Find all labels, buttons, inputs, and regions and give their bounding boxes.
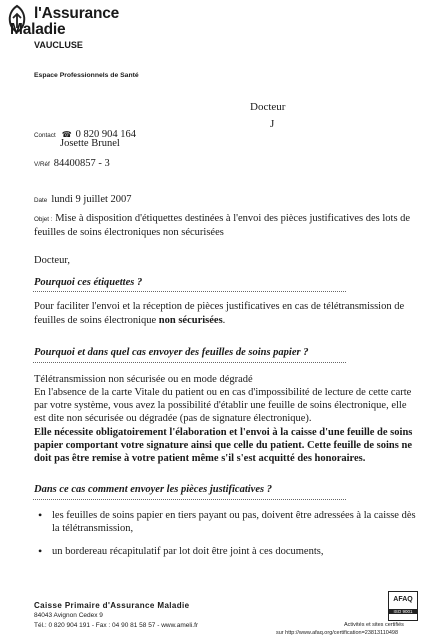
section2-bold-line1: Elle nécessite obligatoirement l'élaboration et l'envoi à la caisse d'une feuille de soins	[34, 427, 413, 438]
object-line2: feuilles de soins électroniques non sécurisées	[34, 227, 224, 238]
section3-bullet1-line1: les feuilles de soins papier en tiers payant ou pas, doivent être adressées à la caisse dès	[52, 510, 416, 521]
section2-bold-line3: doit pas être remise à votre patient même s'il s'est acquitté des honoraires.	[34, 453, 366, 464]
object-text-1: Mise à disposition d'étiquettes destinées à l'envoi des pièces justificatives des lots de	[55, 213, 411, 224]
afaq-logo-text: AFAQ	[393, 596, 413, 603]
certification-line2: sur http://www.afaq.org/certification=23813110498	[276, 630, 399, 636]
reference-value: 84400857 - 3	[53, 158, 110, 169]
contact-person: Josette Brunel	[60, 138, 120, 149]
section2-line4: est dite non sécurisée ou dégradée (pas de signature électronique).	[34, 413, 312, 424]
date-line	[34, 189, 132, 207]
org-name-line2: Maladie	[10, 21, 66, 38]
section3-heading: Dans ce cas comment envoyer les pièces justificatives ?	[34, 484, 272, 495]
afaq-logo-sub: ISO 9001	[389, 609, 417, 614]
footer-org-name: Caisse Primaire d'Assurance Maladie	[34, 601, 190, 610]
contact-label: Contact	[34, 132, 56, 139]
object-label: Objet :	[34, 216, 53, 223]
section3-bullet1-line2: la télétransmission,	[52, 523, 134, 534]
section1-line2-text: feuilles de soins électronique	[34, 315, 159, 326]
afaq-certification-logo	[388, 591, 418, 621]
recipient-title: Docteur	[250, 101, 286, 113]
salutation: Docteur,	[34, 255, 71, 266]
service-name: Espace Professionnels de Santé	[34, 72, 139, 79]
certification-line1: Activités et sites certifiés	[344, 622, 404, 628]
date-value: lundi 9 juillet 2007	[51, 194, 132, 205]
footer-contact: Tél.: 0 820 904 191 - Fax : 04 90 81 58 57 - www.ameli.fr	[34, 622, 199, 629]
contact-phone: 0 820 904 164	[75, 129, 137, 140]
section2-line1: Télétransmission non sécurisée ou en mode dégradé	[34, 374, 253, 385]
bullet-icon: •	[38, 508, 43, 522]
object-line1	[34, 212, 434, 226]
section1-divider	[33, 291, 346, 292]
bullet-icon: •	[38, 544, 43, 558]
phone-icon: ☎	[61, 130, 72, 139]
section1-line1: Pour faciliter l'envoi et la réception de pièces justificatives en cas de télétransmission de	[34, 301, 405, 312]
recipient-name-mark: J	[270, 118, 275, 130]
section3-bullet2: un bordereau récapitulatif par lot doit être joint à ces documents,	[52, 546, 324, 557]
section1-line2	[34, 314, 225, 327]
date-label: Date	[34, 197, 48, 204]
section2-divider	[33, 362, 346, 363]
section2-heading: Pourquoi et dans quel cas envoyer des feuilles de soins papier ?	[34, 347, 309, 358]
reference-label: V/Réf	[34, 161, 50, 168]
reference-line	[34, 153, 110, 171]
footer-address: 84043 Avignon Cedex 9	[34, 612, 103, 619]
org-name-line1: l'Assurance	[34, 5, 120, 22]
section2-line3: par votre système, vous avez la possibilité d'établir une feuille de soins électronique, elle	[34, 400, 407, 411]
section1-line2-end: .	[222, 315, 226, 326]
department-name: VAUCLUSE	[34, 40, 83, 50]
section1-line2-emphasis: non sécurisées	[158, 315, 223, 326]
section2-line2: En l'absence de la carte Vitale du patient ou en cas d'impossibilité de lecture de cette carte	[34, 387, 412, 398]
section3-divider	[33, 499, 346, 500]
section1-heading: Pourquoi ces étiquettes ?	[34, 277, 143, 288]
section2-bold-line2: papier comportant votre signature ainsi que celle du patient. Cette feuille de soins ne	[34, 440, 412, 451]
